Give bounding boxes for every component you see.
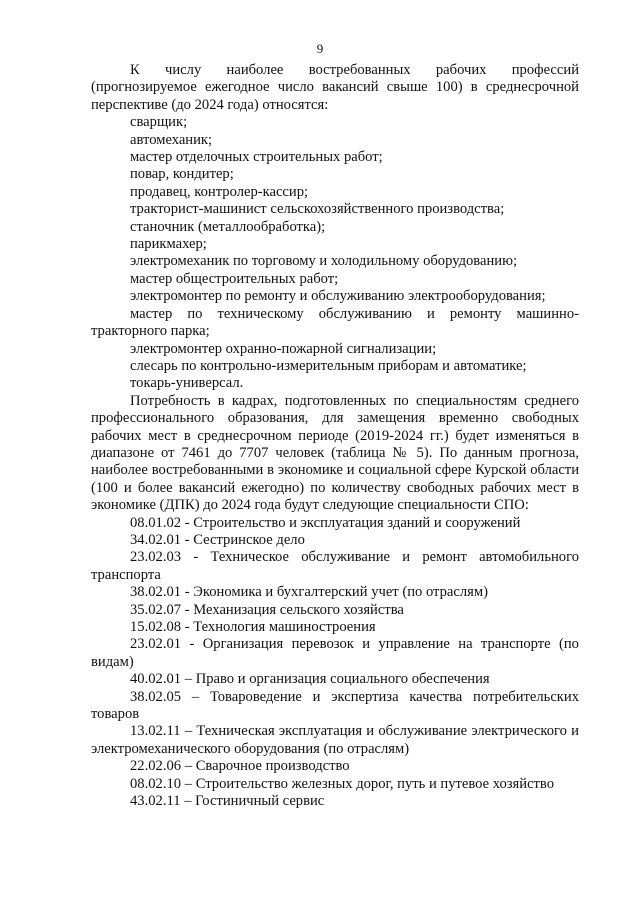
specialty-name: Право и организация социального обеспечения: [195, 671, 490, 688]
specialty-name: Товароведение и экспертиза качества потребительских товаров: [91, 688, 580, 723]
specialty-separator: -: [189, 636, 195, 653]
page-number: 9: [316, 41, 324, 56]
profession-item: повар, кондитер;: [130, 166, 234, 183]
specialty-item: [91, 776, 579, 793]
specialty-code: 08.02.10: [130, 775, 182, 792]
specialty-separator: -: [193, 549, 199, 566]
specialty-item: [91, 758, 579, 775]
specialty-name: Механизация сельского хозяйства: [193, 601, 404, 618]
specialty-name: Строительство железных дорог, путь и путевое хозяйство: [195, 775, 555, 792]
specialty-code: 38.02.05: [130, 688, 182, 705]
specialty-name: Техническое обслуживание и ремонт автомобильного транспорта: [91, 549, 580, 583]
specialty-separator: –: [184, 723, 193, 740]
specialty-code: 23.02.03: [130, 549, 182, 566]
profession-item: тракторист-машинист сельскохозяйственного производства;: [130, 201, 505, 218]
specialties-list: [91, 515, 579, 811]
specialty-item: [91, 584, 579, 601]
specialty-code: 34.02.01: [130, 531, 182, 548]
specialty-separator: -: [184, 531, 190, 548]
profession-item: мастер отделочных строительных работ;: [130, 149, 383, 166]
specialty-item: [91, 515, 579, 532]
specialty-name: Техническая эксплуатация и обслуживание электрического и электромеханического оборудования (по отраслям): [91, 723, 579, 757]
specialty-separator: –: [191, 688, 200, 705]
specialty-separator: –: [184, 775, 193, 792]
profession-item: продавец, контролер-кассир;: [130, 183, 309, 200]
specialty-code: 13.02.11: [130, 723, 181, 740]
profession-item: электромеханик по торговому и холодильному оборудованию;: [130, 253, 518, 270]
specialty-name: Организация перевозок и управление на транспорте (по видам): [91, 636, 579, 670]
specialty-name: Сварочное производство: [195, 758, 350, 775]
specialty-code: 08.01.02: [130, 514, 182, 531]
specialty-separator: –: [184, 758, 193, 775]
specialty-code: 22.02.06: [130, 758, 182, 775]
specialty-item: [91, 619, 579, 636]
specialty-code: 40.02.01: [130, 671, 182, 688]
profession-item: электромонтер по ремонту и обслуживанию электрооборудования;: [130, 288, 546, 305]
specialty-code: 35.02.07: [130, 601, 182, 618]
profession-item: станочник (металлообработка);: [130, 218, 326, 235]
specialty-code: 23.02.01: [130, 636, 182, 653]
professions-list: [91, 114, 579, 393]
specialty-separator: -: [184, 619, 190, 635]
profession-item: токарь-универсал.: [130, 375, 244, 392]
profession-item: сварщик;: [130, 114, 188, 131]
profession-item: парикмахер;: [130, 236, 207, 253]
intro-paragraph: К числу наиболее востребованных рабочих профессий (прогнозируемое ежегодное число вакансий свыше 100) в среднесрочной перспективе (до 2024 года) относятся:: [91, 62, 579, 113]
profession-item: автомеханик;: [130, 131, 213, 148]
profession-item: электромонтер охранно-пожарной сигнализации;: [130, 340, 437, 357]
profession-item: мастер по техническому обслуживанию и ремонту машинно-тракторного парка;: [91, 305, 579, 340]
specialty-item: [91, 689, 579, 724]
page-body: [91, 62, 579, 810]
specialty-item: [91, 549, 579, 584]
specialty-code: 15.02.08: [130, 619, 182, 635]
specialty-code: 43.02.11: [130, 793, 181, 810]
specialty-separator: -: [184, 514, 190, 531]
specialty-item: [91, 723, 579, 758]
profession-item: слесарь по контрольно-измерительным приборам и автоматике;: [130, 357, 527, 374]
specialty-name: Гостиничный сервис: [195, 793, 325, 810]
specialty-item: [91, 636, 579, 671]
specialty-separator: -: [184, 584, 190, 601]
profession-item: мастер общестроительных работ;: [130, 270, 339, 287]
specialty-name: Сестринское дело: [193, 531, 305, 548]
specialty-separator: –: [184, 793, 192, 810]
specialty-item: [91, 532, 579, 549]
need-paragraph: Потребность в кадрах, подготовленных по специальностям среднего профессионального образования, для замещения временно свободных рабочих мест в среднесрочном периоде (2019-2024 гг.) будет изменяться в диапазоне от 7461 до 7707 человек (таблица № 5). По данным прогноза, наиболее востребованными в экономике и социальной сфере Курской области (100 и более вакансий ежегодно) по количеству свободных рабочих мест в экономике (ДПК) до 2024 года будут следующие специальности СПО:: [91, 392, 579, 514]
specialty-name: Экономика и бухгалтерский учет (по отраслям): [193, 584, 488, 601]
specialty-separator: -: [184, 601, 190, 618]
specialty-item: [91, 602, 579, 619]
specialty-item: [91, 793, 579, 810]
specialty-name: Строительство и эксплуатация зданий и сооружений: [193, 514, 521, 531]
specialty-name: Технология машиностроения: [193, 619, 376, 635]
specialty-separator: –: [184, 671, 193, 688]
specialty-item: [91, 671, 579, 688]
specialty-code: 38.02.01: [130, 584, 182, 601]
